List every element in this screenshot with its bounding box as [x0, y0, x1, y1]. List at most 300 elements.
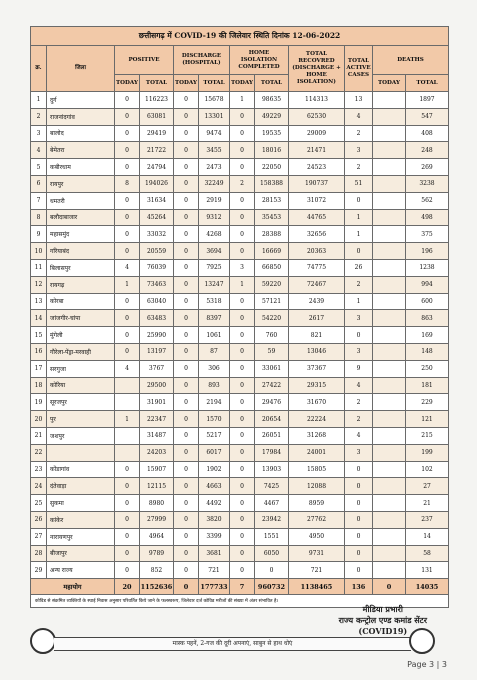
header-recovered: TOTAL RECOVRED (DISCHARGE + HOME ISOLATION) — [289, 46, 345, 92]
cell-sn: 28 — [31, 545, 47, 562]
cell-pos-total: 73463 — [140, 276, 174, 293]
table-row — [31, 411, 449, 428]
cell-dis-today: 0 — [174, 562, 199, 579]
cell-pos-total: 25990 — [140, 327, 174, 344]
header-deaths: DEATHS — [373, 46, 449, 75]
cell-hi-total: 20654 — [255, 411, 289, 428]
table-row — [31, 259, 449, 276]
cell-hi-today: 0 — [230, 226, 255, 243]
cell-recovered: 24001 — [289, 444, 345, 461]
cell-hi-total: 66850 — [255, 259, 289, 276]
cell-pos-total: 852 — [140, 562, 174, 579]
table-row — [31, 209, 449, 226]
cell-pos-total: 24794 — [140, 159, 174, 176]
cell-death-total: 131 — [406, 562, 449, 579]
cell-hi-total: 26051 — [255, 427, 289, 444]
cell-hi-total: 33061 — [255, 360, 289, 377]
cell-active: 2 — [345, 125, 373, 142]
cell-death-today — [373, 562, 406, 579]
cell-pos-today — [115, 377, 140, 394]
cell-recovered: 44765 — [289, 209, 345, 226]
cell-dis-total: 1570 — [199, 411, 230, 428]
cell-recovered: 15805 — [289, 461, 345, 478]
cell-dis-today: 0 — [174, 175, 199, 192]
cell-dis-total: 4492 — [199, 495, 230, 512]
cell-district: गौरेला-पेंड्रा-मरवाही — [47, 343, 115, 360]
table-row — [31, 528, 449, 545]
cell-death-total: 181 — [406, 377, 449, 394]
cell-dis-total: 3694 — [199, 243, 230, 260]
cell-recovered: 821 — [289, 327, 345, 344]
cell-sn: 3 — [31, 125, 47, 142]
cell-death-today — [373, 343, 406, 360]
cell-dis-total: 1061 — [199, 327, 230, 344]
cell-hi-total: 6050 — [255, 545, 289, 562]
cell-sn: 21 — [31, 427, 47, 444]
page-number: Page 3 | 3 — [407, 660, 447, 669]
total-dis-total: 177733 — [199, 579, 230, 595]
cell-dis-today: 0 — [174, 427, 199, 444]
cell-district: जांजगीर-चांपा — [47, 310, 115, 327]
cell-sn: 6 — [31, 175, 47, 192]
cell-pos-today: 0 — [115, 327, 140, 344]
cell-district: मुंगेली — [47, 327, 115, 344]
cell-death-today — [373, 377, 406, 394]
cell-hi-total: 57121 — [255, 293, 289, 310]
table-row — [31, 92, 449, 109]
cell-hi-total: 98635 — [255, 92, 289, 109]
cell-dis-total: 5318 — [199, 293, 230, 310]
cell-district: बीजापुर — [47, 545, 115, 562]
cell-hi-today: 3 — [230, 259, 255, 276]
total-active: 136 — [345, 579, 373, 595]
cell-sn: 26 — [31, 511, 47, 528]
cell-recovered: 29009 — [289, 125, 345, 142]
cell-hi-total: 4467 — [255, 495, 289, 512]
cell-sn: 22 — [31, 444, 47, 461]
total-pos-total: 1152636 — [140, 579, 174, 595]
cell-dis-today: 0 — [174, 226, 199, 243]
cell-pos-total: 24203 — [140, 444, 174, 461]
cell-hi-today: 1 — [230, 92, 255, 109]
cell-death-today — [373, 360, 406, 377]
cell-recovered: 32656 — [289, 226, 345, 243]
cell-district: कोरिया — [47, 377, 115, 394]
cell-dis-total: 1902 — [199, 461, 230, 478]
total-hi-today: 7 — [230, 579, 255, 595]
signature-line-1: मीडिया प्रभारी — [362, 604, 403, 614]
cell-recovered: 27762 — [289, 511, 345, 528]
cell-active: 0 — [345, 192, 373, 209]
cell-dis-total: 3455 — [199, 142, 230, 159]
total-recovered: 1138465 — [289, 579, 345, 595]
cell-district: कोंडागांव — [47, 461, 115, 478]
cell-dis-total: 6017 — [199, 444, 230, 461]
total-hi-total: 960732 — [255, 579, 289, 595]
cell-district: राजनांदगांव — [47, 108, 115, 125]
cell-pos-total: 31634 — [140, 192, 174, 209]
cell-pos-today: 0 — [115, 192, 140, 209]
cell-recovered: 2617 — [289, 310, 345, 327]
cell-death-today — [373, 545, 406, 562]
cell-death-total: 58 — [406, 545, 449, 562]
cell-dis-today: 0 — [174, 209, 199, 226]
cell-death-today — [373, 495, 406, 512]
cell-pos-total: 9789 — [140, 545, 174, 562]
cell-active: 2 — [345, 159, 373, 176]
cell-hi-today: 0 — [230, 562, 255, 579]
cell-active: 0 — [345, 562, 373, 579]
cell-hi-today: 0 — [230, 528, 255, 545]
cell-active: 2 — [345, 394, 373, 411]
cell-district: दुर्ग — [47, 92, 115, 109]
total-pos-today: 20 — [115, 579, 140, 595]
cell-dis-total: 2194 — [199, 394, 230, 411]
cell-hi-today: 0 — [230, 377, 255, 394]
cell-pos-today: 0 — [115, 142, 140, 159]
cell-active: 3 — [345, 310, 373, 327]
cell-pos-today: 0 — [115, 562, 140, 579]
cell-pos-total: 76039 — [140, 259, 174, 276]
cell-pos-total: 63483 — [140, 310, 174, 327]
cell-death-total: 229 — [406, 394, 449, 411]
cell-death-total: 408 — [406, 125, 449, 142]
cell-hi-today: 0 — [230, 394, 255, 411]
cell-dis-total: 4663 — [199, 478, 230, 495]
cell-pos-total: 20559 — [140, 243, 174, 260]
cell-active: 1 — [345, 293, 373, 310]
cell-death-today — [373, 159, 406, 176]
cell-death-today — [373, 528, 406, 545]
table-row — [31, 394, 449, 411]
cell-sn: 20 — [31, 411, 47, 428]
table-row — [31, 175, 449, 192]
header-today: TODAY — [174, 75, 199, 92]
cell-death-today — [373, 427, 406, 444]
cell-recovered: 74775 — [289, 259, 345, 276]
cell-dis-total: 87 — [199, 343, 230, 360]
signature-line-2: राज्य कन्ट्रोल एण्ड कमांड सेंटर — [338, 615, 427, 625]
cell-district: बलौदाबाजार — [47, 209, 115, 226]
cell-recovered: 62530 — [289, 108, 345, 125]
header-total: TOTAL — [406, 75, 449, 92]
cell-district: कबीरधाम — [47, 159, 115, 176]
cell-hi-today: 2 — [230, 175, 255, 192]
cell-pos-total: 8980 — [140, 495, 174, 512]
cell-hi-today: 0 — [230, 108, 255, 125]
cell-pos-total: 22347 — [140, 411, 174, 428]
cell-pos-today: 0 — [115, 528, 140, 545]
cell-dis-today: 0 — [174, 528, 199, 545]
cell-sn: 2 — [31, 108, 47, 125]
cell-death-total: 14 — [406, 528, 449, 545]
cell-district: अन्य राज्य — [47, 562, 115, 579]
cell-sn: 17 — [31, 360, 47, 377]
cell-sn: 7 — [31, 192, 47, 209]
cell-hi-total: 49229 — [255, 108, 289, 125]
cell-dis-today: 0 — [174, 444, 199, 461]
cell-pos-today: 0 — [115, 159, 140, 176]
cell-active: 1 — [345, 226, 373, 243]
cell-hi-today: 0 — [230, 327, 255, 344]
cell-hi-today: 0 — [230, 125, 255, 142]
cell-active: 13 — [345, 92, 373, 109]
cell-hi-total: 29476 — [255, 394, 289, 411]
cell-hi-total: 35453 — [255, 209, 289, 226]
footnote: कोविड से संक्रमित व्यक्तियों के स्थाई निवास अनुसार परिवर्तित किये जाने के फलस्वरूप, जिलेवार दर्ज कोविड मरीजों की संख्या में अंतर संभावित है। — [31, 595, 449, 608]
cell-sn: 25 — [31, 495, 47, 512]
cell-recovered: 2439 — [289, 293, 345, 310]
cell-hi-today: 0 — [230, 461, 255, 478]
cell-hi-total: 28388 — [255, 226, 289, 243]
cell-district: महासमुंद — [47, 226, 115, 243]
cell-sn: 23 — [31, 461, 47, 478]
cell-hi-today: 0 — [230, 411, 255, 428]
cell-recovered: 9731 — [289, 545, 345, 562]
cell-pos-total: 27999 — [140, 511, 174, 528]
cell-dis-today: 0 — [174, 293, 199, 310]
cell-sn: 27 — [31, 528, 47, 545]
cell-death-total: 215 — [406, 427, 449, 444]
cell-death-total: 148 — [406, 343, 449, 360]
cell-sn: 5 — [31, 159, 47, 176]
cell-hi-today: 0 — [230, 243, 255, 260]
cell-pos-today: 0 — [115, 209, 140, 226]
cell-district: सरगुजा — [47, 360, 115, 377]
cell-district: कोरबा — [47, 293, 115, 310]
header-total: TOTAL — [140, 75, 174, 92]
cell-hi-today: 0 — [230, 310, 255, 327]
cell-active: 51 — [345, 175, 373, 192]
cell-pos-total: 45264 — [140, 209, 174, 226]
cell-sn: 14 — [31, 310, 47, 327]
cell-active: 3 — [345, 142, 373, 159]
cell-pos-today: 1 — [115, 411, 140, 428]
cell-hi-total: 7425 — [255, 478, 289, 495]
cell-death-total: 3238 — [406, 175, 449, 192]
report-title: छत्तीसगढ़ में COVID-19 की जिलेवार स्थिति दिनांक 12-06-2022 — [31, 27, 449, 46]
cell-death-today — [373, 192, 406, 209]
cell-dis-total: 3681 — [199, 545, 230, 562]
cell-district: बेमेतरा — [47, 142, 115, 159]
cell-hi-today: 0 — [230, 159, 255, 176]
table-row — [31, 159, 449, 176]
awareness-text: मास्क पहनें, 2-गज की दूरी अपनाएं, साबुन से हाथ धोएं — [54, 637, 411, 651]
cell-dis-today: 0 — [174, 159, 199, 176]
cell-dis-total: 306 — [199, 360, 230, 377]
cell-hi-today: 0 — [230, 444, 255, 461]
cell-dis-total: 893 — [199, 377, 230, 394]
cell-dis-total: 3820 — [199, 511, 230, 528]
cell-dis-today: 0 — [174, 511, 199, 528]
cell-active: 0 — [345, 327, 373, 344]
cell-dis-today: 0 — [174, 411, 199, 428]
cell-hi-today: 0 — [230, 209, 255, 226]
cell-dis-today: 0 — [174, 545, 199, 562]
cell-recovered: 29315 — [289, 377, 345, 394]
cell-active: 2 — [345, 411, 373, 428]
table-row — [31, 276, 449, 293]
cell-death-today — [373, 327, 406, 344]
cell-death-today — [373, 259, 406, 276]
cell-hi-today: 0 — [230, 427, 255, 444]
table-row — [31, 427, 449, 444]
cell-active: 2 — [345, 276, 373, 293]
cell-district: जशपुर — [47, 427, 115, 444]
cell-dis-total: 15678 — [199, 92, 230, 109]
cell-dis-today: 0 — [174, 394, 199, 411]
cell-sn: 18 — [31, 377, 47, 394]
table-row — [31, 226, 449, 243]
cell-pos-today — [115, 444, 140, 461]
cell-hi-total: 22050 — [255, 159, 289, 176]
cell-death-total: 196 — [406, 243, 449, 260]
grand-total-row — [31, 579, 449, 595]
cell-death-today — [373, 125, 406, 142]
cell-hi-today: 0 — [230, 478, 255, 495]
cell-dis-today: 0 — [174, 92, 199, 109]
cell-death-total: 102 — [406, 461, 449, 478]
cell-sn: 4 — [31, 142, 47, 159]
cell-death-total: 1238 — [406, 259, 449, 276]
cell-death-today — [373, 511, 406, 528]
cell-district: रायगढ़ — [47, 276, 115, 293]
cell-pos-total: 3767 — [140, 360, 174, 377]
table-row — [31, 461, 449, 478]
cell-hi-total: 158388 — [255, 175, 289, 192]
cell-pos-total: 4964 — [140, 528, 174, 545]
cell-pos-today: 0 — [115, 545, 140, 562]
cell-pos-total: 13197 — [140, 343, 174, 360]
cell-death-today — [373, 310, 406, 327]
total-label: महायोग — [31, 579, 115, 595]
cell-pos-today — [115, 394, 140, 411]
cell-recovered: 8959 — [289, 495, 345, 512]
cell-active: 0 — [345, 528, 373, 545]
cell-recovered: 20363 — [289, 243, 345, 260]
cell-sn: 13 — [31, 293, 47, 310]
cell-death-today — [373, 461, 406, 478]
cell-active: 0 — [345, 461, 373, 478]
cell-pos-total: 194026 — [140, 175, 174, 192]
cell-hi-total: 54220 — [255, 310, 289, 327]
cell-pos-today: 0 — [115, 495, 140, 512]
cell-recovered: 31072 — [289, 192, 345, 209]
cell-pos-today — [115, 427, 140, 444]
cell-sn: 10 — [31, 243, 47, 260]
cell-death-today — [373, 478, 406, 495]
cell-death-total: 21 — [406, 495, 449, 512]
cell-death-today — [373, 444, 406, 461]
cell-recovered: 31268 — [289, 427, 345, 444]
cell-pos-today: 0 — [115, 108, 140, 125]
cell-hi-total: 17984 — [255, 444, 289, 461]
cell-pos-total: 15907 — [140, 461, 174, 478]
cell-active: 3 — [345, 343, 373, 360]
cell-recovered: 721 — [289, 562, 345, 579]
cell-hi-today: 0 — [230, 545, 255, 562]
cell-death-total: 199 — [406, 444, 449, 461]
header-today: TODAY — [230, 75, 255, 92]
cell-dis-today: 0 — [174, 276, 199, 293]
cell-dis-total: 13301 — [199, 108, 230, 125]
cell-dis-total: 2919 — [199, 192, 230, 209]
district-covid-table — [30, 26, 449, 608]
header-total: TOTAL — [199, 75, 230, 92]
header-total: TOTAL — [255, 75, 289, 92]
total-death-today: 0 — [373, 579, 406, 595]
cell-pos-total: 31901 — [140, 394, 174, 411]
cell-hi-total: 28153 — [255, 192, 289, 209]
cell-dis-today: 0 — [174, 310, 199, 327]
cell-hi-today: 0 — [230, 511, 255, 528]
cell-district: बिलासपुर — [47, 259, 115, 276]
cell-death-total: 121 — [406, 411, 449, 428]
cell-dis-today: 0 — [174, 108, 199, 125]
cell-dis-today: 0 — [174, 478, 199, 495]
cell-sn: 1 — [31, 92, 47, 109]
cell-dis-today: 0 — [174, 192, 199, 209]
cell-death-total: 498 — [406, 209, 449, 226]
cell-dis-today: 0 — [174, 360, 199, 377]
cell-district: रायपुर — [47, 175, 115, 192]
cell-district: गरियाबंद — [47, 243, 115, 260]
cell-active: 3 — [345, 444, 373, 461]
table-row — [31, 360, 449, 377]
cell-death-total: 237 — [406, 511, 449, 528]
table-row — [31, 495, 449, 512]
cell-district: धमतरी — [47, 192, 115, 209]
cell-active: 0 — [345, 478, 373, 495]
cell-dis-total: 7925 — [199, 259, 230, 276]
signature-line-3: (COVID19) — [358, 626, 408, 636]
cell-active: 9 — [345, 360, 373, 377]
cell-sn: 15 — [31, 327, 47, 344]
cell-active: 0 — [345, 243, 373, 260]
cell-sn: 24 — [31, 478, 47, 495]
cell-pos-today: 0 — [115, 293, 140, 310]
cell-hi-today: 1 — [230, 276, 255, 293]
cell-hi-today: 0 — [230, 293, 255, 310]
cell-recovered: 4950 — [289, 528, 345, 545]
cell-pos-total: 63081 — [140, 108, 174, 125]
cell-hi-total: 19535 — [255, 125, 289, 142]
table-row — [31, 192, 449, 209]
cell-death-total: 169 — [406, 327, 449, 344]
cell-pos-today: 1 — [115, 276, 140, 293]
cell-hi-total: 16669 — [255, 243, 289, 260]
cell-recovered: 37367 — [289, 360, 345, 377]
table-row — [31, 511, 449, 528]
cell-active: 0 — [345, 511, 373, 528]
cell-death-total: 562 — [406, 192, 449, 209]
cell-sn: 19 — [31, 394, 47, 411]
cell-sn: 11 — [31, 259, 47, 276]
header-home-isolation: HOME ISOLATION COMPLETED — [230, 46, 289, 75]
cell-district: पुर — [47, 411, 115, 428]
cell-pos-today: 0 — [115, 310, 140, 327]
cell-death-total: 27 — [406, 478, 449, 495]
cell-death-today — [373, 394, 406, 411]
cell-death-today — [373, 92, 406, 109]
table-row — [31, 293, 449, 310]
table-row — [31, 327, 449, 344]
cell-hi-total: 13903 — [255, 461, 289, 478]
cell-recovered: 114313 — [289, 92, 345, 109]
cell-pos-total: 33032 — [140, 226, 174, 243]
cell-sn: 16 — [31, 343, 47, 360]
cell-pos-today: 0 — [115, 125, 140, 142]
